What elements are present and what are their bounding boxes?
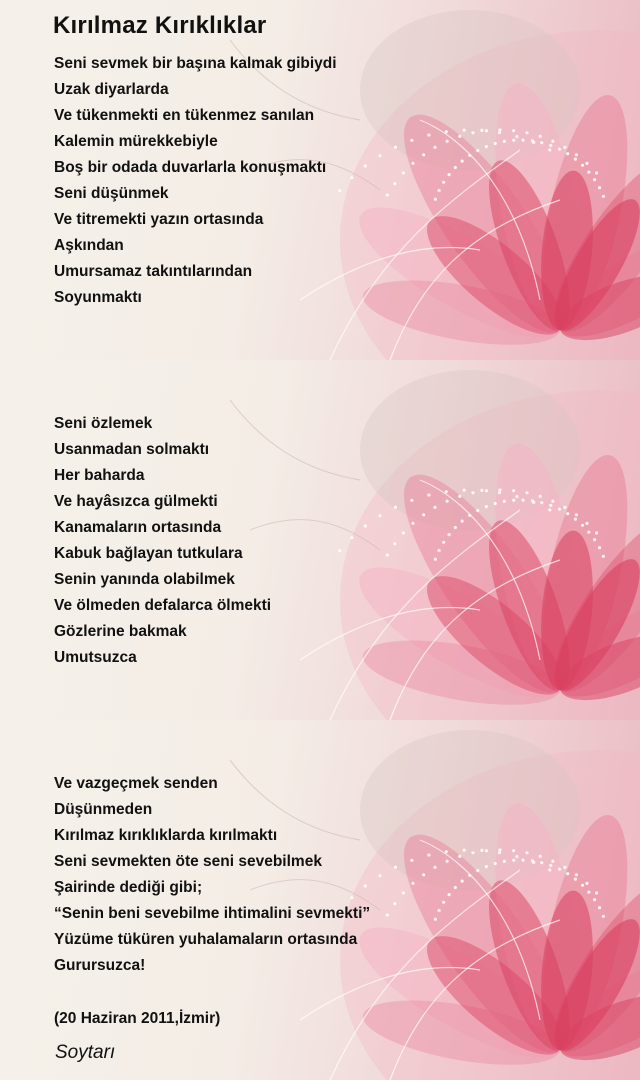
poem-line: Şairinde dediği gibi;: [54, 879, 203, 896]
poem-line: Uzak diyarlarda: [54, 81, 169, 98]
poem-line: Umutsuzca: [54, 649, 137, 666]
poem-line: Senin yanında olabilmek: [54, 571, 235, 588]
poem-line: Yüzüme tüküren yuhalamaların ortasında: [54, 931, 358, 948]
poem-line: Her baharda: [54, 467, 145, 484]
poem-line: Ve titremekti yazın ortasında: [54, 211, 264, 228]
poem-line: Ve tükenmekti en tükenmez sanılan: [54, 107, 315, 124]
poem-line: Kırılmaz kırıklıklarda kırılmaktı: [54, 827, 278, 844]
poem-line: Seni sevmekten öte seni sevebilmek: [54, 853, 322, 870]
poem-line: Ve ölmeden defalarca ölmekti: [54, 597, 272, 614]
stanza-3: [54, 771, 370, 979]
poem-line: Seni düşünmek: [54, 185, 169, 202]
poem-line: Ve hayâsızca gülmekti: [54, 493, 218, 510]
poem-line: Düşünmeden: [54, 801, 153, 818]
poem-line: Ve vazgeçmek senden: [54, 775, 218, 792]
poem-date: (20 Haziran 2011,İzmir): [54, 1010, 221, 1027]
poem-line: Seni sevmek bir başına kalmak gibiydi: [54, 55, 337, 72]
poem-line: Aşkından: [54, 237, 124, 254]
poem-line: Usanmadan solmaktı: [54, 441, 210, 458]
poem-line: Kabuk bağlayan tutkulara: [54, 545, 243, 562]
stanza-1: [54, 51, 337, 311]
poem-line: Soyunmaktı: [54, 289, 142, 306]
poem-line: Gurursuzca!: [54, 957, 146, 974]
poem-line: Boş bir odada duvarlarla konuşmaktı: [54, 159, 327, 176]
poem-line: Umursamaz takıntılarından: [54, 263, 253, 280]
poem-line: Kanamaların ortasında: [54, 519, 222, 536]
stanza-2: [54, 411, 271, 671]
poem-line: “Senin beni sevebilme ihtimalini sevmekti”: [54, 905, 371, 922]
poem-line: Seni özlemek: [54, 415, 153, 432]
poem-line: Kalemin mürekkebiyle: [54, 133, 218, 150]
poem-author: Soytarı: [55, 1042, 116, 1063]
poem-title: Kırılmaz Kırıklıklar: [53, 12, 267, 39]
poem-line: Gözlerine bakmak: [54, 623, 187, 640]
